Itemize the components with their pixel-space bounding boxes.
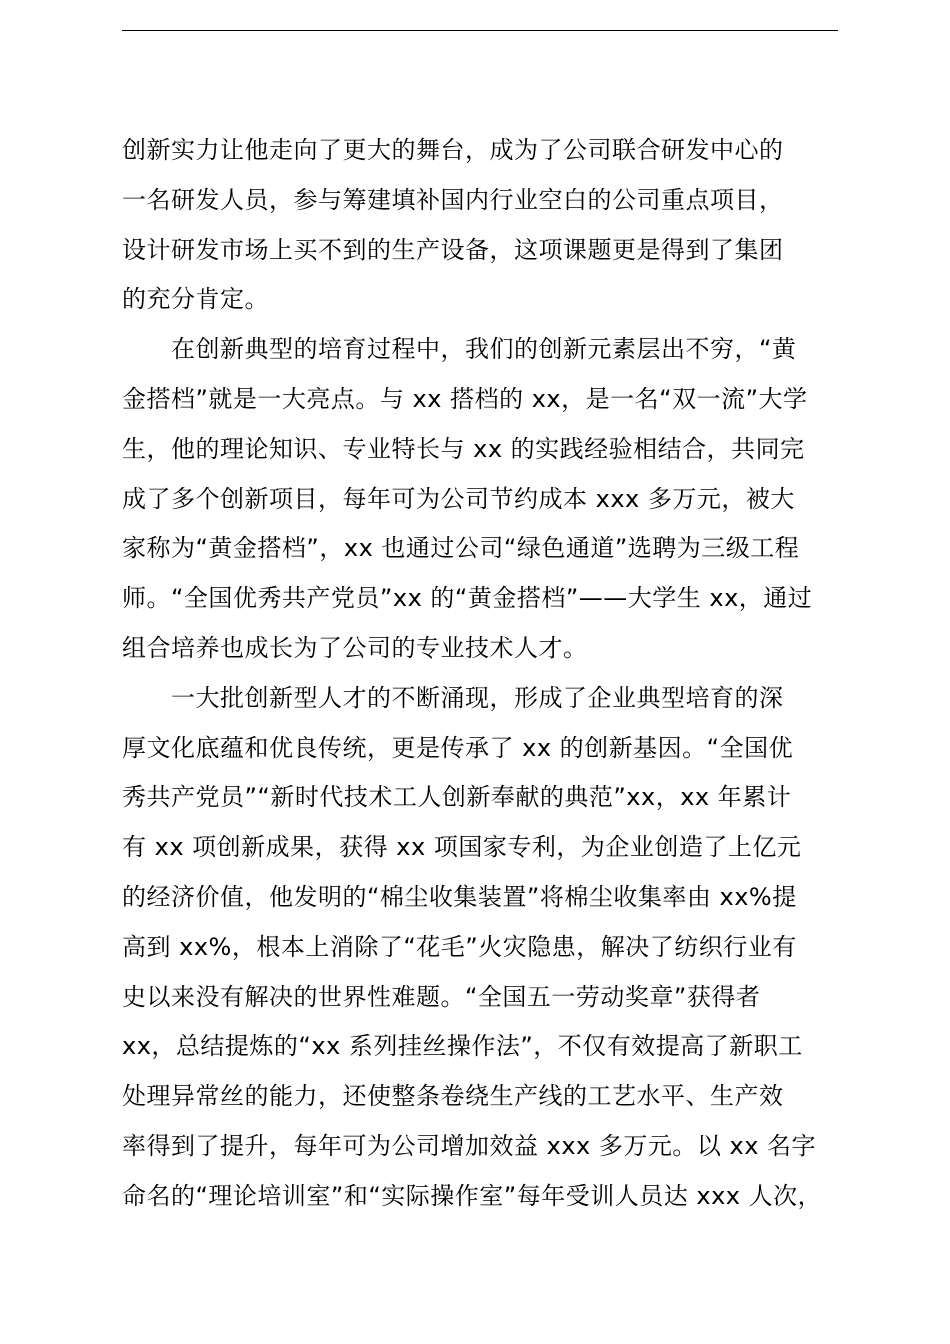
text-line: 成了多个创新项目，每年可为公司节约成本 xxx 多万元，被大 [122, 484, 795, 513]
text-line: 创新实力让他走向了更大的舞台，成为了公司联合研发中心的 [122, 136, 784, 164]
text-line: 组合培养也成长为了公司的专业技术人才。 [122, 633, 588, 662]
paragraph-first-line: 在创新典型的培育过程中，我们的创新元素层出不穷，“黄 [171, 335, 797, 364]
paragraph-first-line: 一大批创新型人才的不断涌现，形成了企业典型培育的深 [171, 683, 784, 712]
text-line: 金搭档”就是一大亮点。与 xx 搭档的 xx，是一名“双一流”大学 [122, 384, 808, 413]
text-line: 家称为“黄金搭档”，xx 也通过公司“绿色通道”选聘为三级工程 [122, 534, 800, 563]
text-line: 率得到了提升，每年可为公司增加效益 xxx 多万元。以 xx 名字 [122, 1131, 817, 1160]
text-line: 处理异常丝的能力，还使整条卷绕生产线的工艺水平、生产效 [122, 1082, 784, 1111]
text-line: 设计研发市场上买不到的生产设备，这项课题更是得到了集团 [122, 235, 784, 264]
text-line: 命名的“理论培训室”和“实际操作室”每年受训人员达 xxx 人次， [122, 1181, 823, 1210]
text-line: 的经济价值，他发明的“棉尘收集装置”将棉尘收集率由 xx%提 [122, 882, 797, 911]
text-line: 生，他的理论知识、专业特长与 xx 的实践经验相结合，共同完 [122, 434, 805, 463]
body-text [122, 126, 842, 1222]
header-rule [122, 30, 838, 31]
text-line: 厚文化底蕴和优良传统，更是传承了 xx 的创新基因。“全国优 [122, 733, 794, 762]
text-line: 一名研发人员，参与筹建填补国内行业空白的公司重点项目， [122, 185, 784, 214]
text-line: 秀共产党员”“新时代技术工人创新奉献的典范”xx，xx 年累计 [122, 783, 792, 812]
text-line: 的充分肯定。 [122, 285, 269, 314]
text-line: 史以来没有解决的世界性难题。“全国五一劳动奖章”获得者 [122, 982, 761, 1011]
text-line: 师。“全国优秀共产党员”xx 的“黄金搭档”——大学生 xx，通过 [122, 584, 813, 613]
text-line: xx，总结提炼的“xx 系列挂丝操作法”，不仅有效提高了新职工 [122, 1032, 803, 1061]
text-line: 高到 xx%，根本上消除了“花毛”火灾隐患，解决了纺织行业有 [122, 932, 797, 961]
text-line: 有 xx 项创新成果，获得 xx 项国家专利，为企业创造了上亿元 [122, 833, 802, 862]
